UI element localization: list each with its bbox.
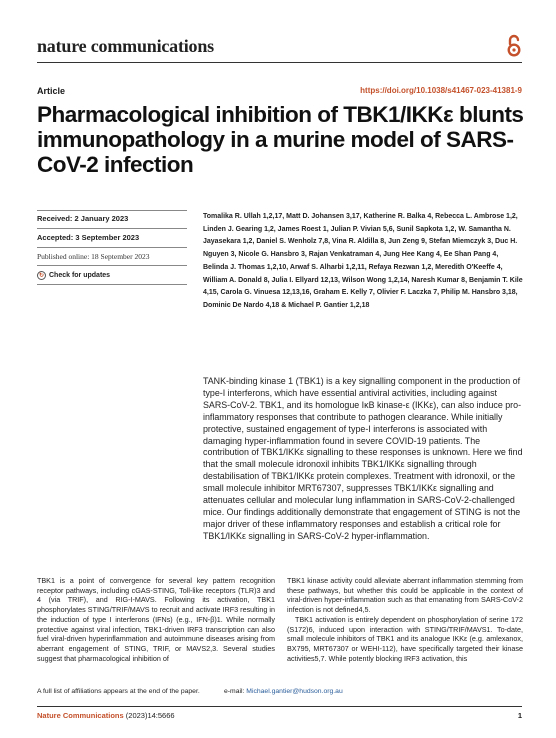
- check-for-updates-label: Check for updates: [49, 271, 111, 279]
- body-paragraph: TBK1 activation is entirely dependent on phosphorylation of serine 172 (S172)6, induced upon interaction with STING/TRIF/MAVS1. To-date, small molecule inhibitors of TBK1 and its analogue IKKε (e.g. amlexanox, BX795, MRT67307 or WEHI-112), have specifically targeted their kinase activities5,7. While potently blocking IRF3 activation, this: [287, 614, 523, 663]
- open-access-icon: [506, 34, 522, 58]
- footer-rule: [37, 706, 522, 707]
- footer-citation: [37, 711, 175, 720]
- article-type-label: Article: [37, 86, 66, 96]
- check-for-updates-button[interactable]: [37, 270, 110, 280]
- header-rule: [37, 62, 522, 63]
- doi-link[interactable]: https://doi.org/10.1038/s41467-023-41381-9: [360, 86, 522, 95]
- email-label: e-mail:: [224, 688, 245, 695]
- article-title: Pharmacological inhibition of TBK1/IKKε blunts immunopathology in a murine model of SARS-CoV-2 infection: [37, 102, 524, 177]
- meta-divider: [37, 284, 187, 285]
- abstract: TANK-binding kinase 1 (TBK1) is a key signalling component in the production of type-I interferons, which have essential antiviral activities, including against SARS-CoV-2. TBK1, and its homologue IκB kinase-ε (IKKε), can also induce pro-inflammatory responses that contribute to pathogen clearance. While initially protective, sustained engagement of type-I interferons is associated with damaging hyper-inflammation found in severe COVID-19 patients. The contribution of TBK1/IKKε signalling to these responses is unknown. Here we find that the small molecule idronoxil inhibits TBK1/IKKε signalling through destabilisation of TBK1/IKKε protein complexes. Treatment with idronoxil, or the small molecule inhibitor MRT67307, suppresses TBK1/IKKε signalling and attenuates cellular and molecular lung inflammation in SARS-CoV-2-challenged mice. Our findings additionally demonstrate that engagement of STING is not the major driver of these inflammatory responses and establish a critical role for TBK1/IKKε signalling in SARS-CoV-2 hyper-inflammation.: [203, 376, 523, 541]
- footer-journal-name: Nature Communications: [37, 711, 124, 720]
- body-column-right: [287, 576, 523, 663]
- meta-divider: [37, 210, 187, 211]
- meta-divider: [37, 247, 187, 248]
- published-date: Published online: 18 September 2023: [37, 252, 150, 261]
- journal-name: nature communications: [37, 36, 214, 56]
- footer-citation-ref: (2023)14:5666: [125, 711, 175, 720]
- body-paragraph: TBK1 kinase activity could alleviate aberrant inflammation stemming from these pathways, but whether this could be applicable in the context of viral-driven hyper-inflammation such as that emanating from SARS-CoV-2 infection is not defined4,5.: [287, 576, 523, 615]
- email-link[interactable]: Michael.gantier@hudson.org.au: [246, 688, 343, 695]
- body-column-left: [37, 576, 275, 663]
- accepted-date: Accepted: 3 September 2023: [37, 233, 140, 242]
- received-date: Received: 2 January 2023: [37, 214, 129, 223]
- author-list: Tomalika R. Ullah 1,2,17, Matt D. Johansen 3,17, Katherine R. Balka 4, Rebecca L. Ambrose 1,2, Linden J. Gearing 1,2, James Roest 1, Julian P. Vivian 5,6, Sunil Sapkota 1,2, W. Samantha N. Jayasekara 1,2, Daniel S. Wenholz 7,8, Vina R. Aldilla 8, Jun Zeng 9, Stefan Miemczyk 3, Duc H. Nguyen 3, Nicole G. Hansbro 3, Rajan Venkatraman 4, Jung Hee Kang 4, Ee Shan Pang 4, Belinda J. Thomas 1,2,10, Arwaf S. Alharbi 1,2,11, Refaya Rezwan 1,2, Meredith O'Keeffe 4, William A. Donald 8, Julia I. Ellyard 12,13, Wilson Wong 1,2,14, Naresh Kumar 8, Benjamin T. Kile 4,15, Carola G. Vinuesa 12,13,16, Graham E. Kelly 7, Olivier F. Laczka 7, Philip M. Hansbro 3,18, Dominic De Nardo 4,18 & Michael P. Gantier 1,2,18: [203, 213, 523, 309]
- update-check-icon: ↻: [38, 272, 45, 279]
- correspondence-email: [224, 688, 343, 695]
- meta-divider: [37, 265, 187, 266]
- page-number: 1: [517, 711, 522, 720]
- body-paragraph: TBK1 is a point of convergence for several key pattern recognition receptor pathways, including cGAS-STING, Toll-like receptors (TLR)3 and 4 (via TRIF), and RIG-I-MAVS. Following its activation, TBK1 phosphorylates STING/TRIF/MAVS to recruit and activate IRF3 resulting in the induction of type I interferons (IFNs) (e.g., IFN-β)1. While normally protective against viral infection, TBK1-driven IRF3 transcription can also fuel viral-driven hyperinflammation and autoimmune diseases arising from aberrant engagement of STING, TRIF, or MAVS2,3. Several studies suggest that pharmacological inhibition of: [37, 576, 275, 663]
- affiliations-note: A full list of affiliations appears at the end of the paper.: [37, 688, 200, 695]
- meta-divider: [37, 228, 187, 229]
